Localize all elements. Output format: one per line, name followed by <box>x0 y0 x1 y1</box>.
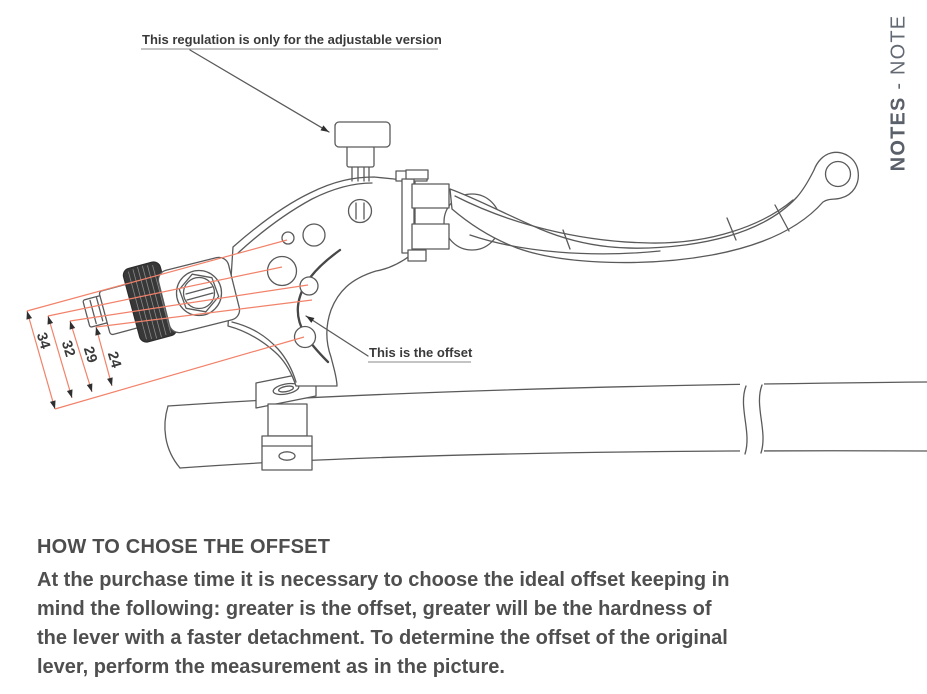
hex-bolt <box>177 271 222 316</box>
callout-regulation <box>141 32 442 132</box>
dimension-label-24: 24 <box>103 349 124 370</box>
notes-side-label-bold: NOTES <box>887 96 910 172</box>
section-heading: HOW TO CHOSE THE OFFSET <box>37 536 331 558</box>
callout-offset <box>306 316 473 362</box>
callout-regulation-text: This regulation is only for the adjustable version <box>142 32 442 47</box>
hole-small <box>282 232 294 244</box>
lever-blade <box>450 152 858 262</box>
body-line: lever, perform the measurement as in the picture. <box>37 656 505 678</box>
screw-slot-hole <box>349 200 372 223</box>
callout-offset-text: This is the offset <box>369 345 473 360</box>
offset-hole <box>295 327 316 348</box>
notes-side-label-rest: - NOTE <box>887 14 910 97</box>
dimension-label-29: 29 <box>79 344 100 365</box>
adjuster-knob <box>335 122 390 181</box>
body-line: the lever with a faster detachment. To determine the offset of the original <box>37 627 728 649</box>
hole <box>303 224 325 246</box>
dimension-label-32: 32 <box>57 338 78 359</box>
notes-side-label <box>888 15 911 172</box>
body-line: mind the following: greater is the offset, greater will be the hardness of <box>37 598 712 620</box>
spring-adjuster-assembly <box>83 255 242 343</box>
body-line: At the purchase time it is necessary to choose the ideal offset keeping in <box>37 569 730 591</box>
dimension-label-34: 34 <box>32 330 53 351</box>
howto-section <box>37 536 912 682</box>
callout-leader <box>190 50 329 132</box>
pivot-hole <box>268 257 297 286</box>
